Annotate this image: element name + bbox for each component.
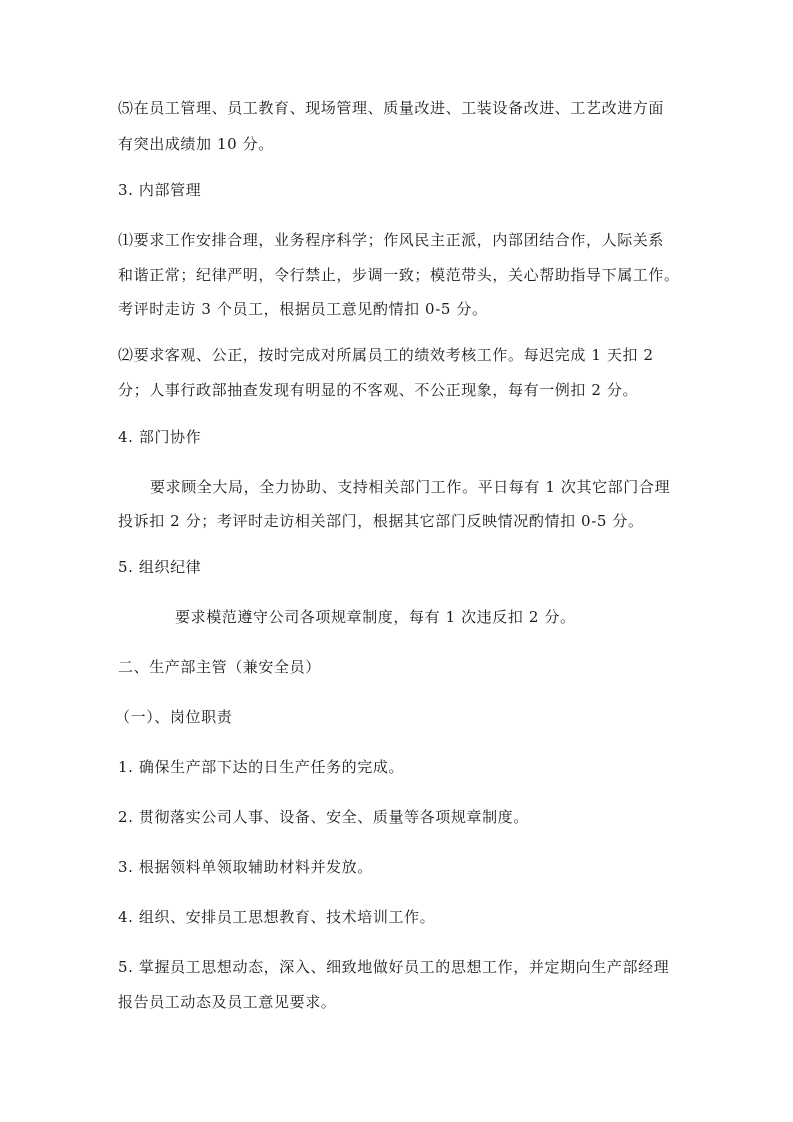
duty-item-2: 2. 贯彻落实公司人事、设备、安全、质量等各项规章制度。 bbox=[118, 808, 529, 826]
section-heading-internal-management: 3. 内部管理 bbox=[118, 181, 202, 199]
paragraph-discipline: 要求模范遵守公司各项规章制度，每有 1 次违反扣 2 分。 bbox=[175, 608, 576, 626]
duty-item-1: 1. 确保生产部下达的日生产任务的完成。 bbox=[118, 758, 405, 776]
paragraph-cooperation-line-2: 投诉扣 2 分；考评时走访相关部门，根据其它部门反映情况酌情扣 0-5 分。 bbox=[118, 512, 644, 530]
section-heading-department-cooperation: 4. 部门协作 bbox=[118, 428, 202, 446]
section-heading-discipline: 5. 组织纪律 bbox=[118, 558, 202, 576]
paragraph-cooperation-line-1: 要求顾全大局，全力协助、支持相关部门工作。平日每有 1 次其它部门合理 bbox=[150, 478, 671, 496]
duty-item-3: 3. 根据领料单领取辅助材料并发放。 bbox=[118, 858, 373, 876]
chapter-heading-production-supervisor: 二、生产部主管（兼安全员） bbox=[118, 658, 321, 676]
duty-item-5-line-1: 5. 掌握员工思想动态，深入、细致地做好员工的思想工作，并定期向生产部经理 bbox=[118, 958, 670, 976]
paragraph-internal-2-line-2: 分；人事行政部抽查发现有明显的不客观、不公正现象，每有一例扣 2 分。 bbox=[118, 381, 639, 399]
paragraph-internal-1-line-3: 考评时走访 3 个员工，根据员工意见酌情扣 0-5 分。 bbox=[118, 300, 488, 318]
paragraph-award-line-2: 有突出成绩加 10 分。 bbox=[118, 135, 274, 153]
paragraph-internal-2-line-1: ⑵要求客观、公正，按时完成对所属员工的绩效考核工作。每迟完成 1 天扣 2 bbox=[118, 346, 654, 364]
duty-item-5-line-2: 报告员工动态及员工意见要求。 bbox=[118, 993, 337, 1011]
paragraph-internal-1-line-1: ⑴要求工作安排合理，业务程序科学；作风民主正派，内部团结合作，人际关系 bbox=[118, 231, 665, 249]
subheading-job-duties: （一）、岗位职责 bbox=[115, 708, 233, 726]
paragraph-award-line-1: ⑸在员工管理、员工教育、现场管理、质量改进、工装设备改进、工艺改进方面 bbox=[118, 99, 665, 117]
paragraph-internal-1-line-2: 和谐正常；纪律严明，令行禁止，步调一致；模范带头，关心帮助指导下属工作。 bbox=[118, 266, 680, 284]
duty-item-4: 4. 组织、安排员工思想教育、技术培训工作。 bbox=[118, 908, 436, 926]
